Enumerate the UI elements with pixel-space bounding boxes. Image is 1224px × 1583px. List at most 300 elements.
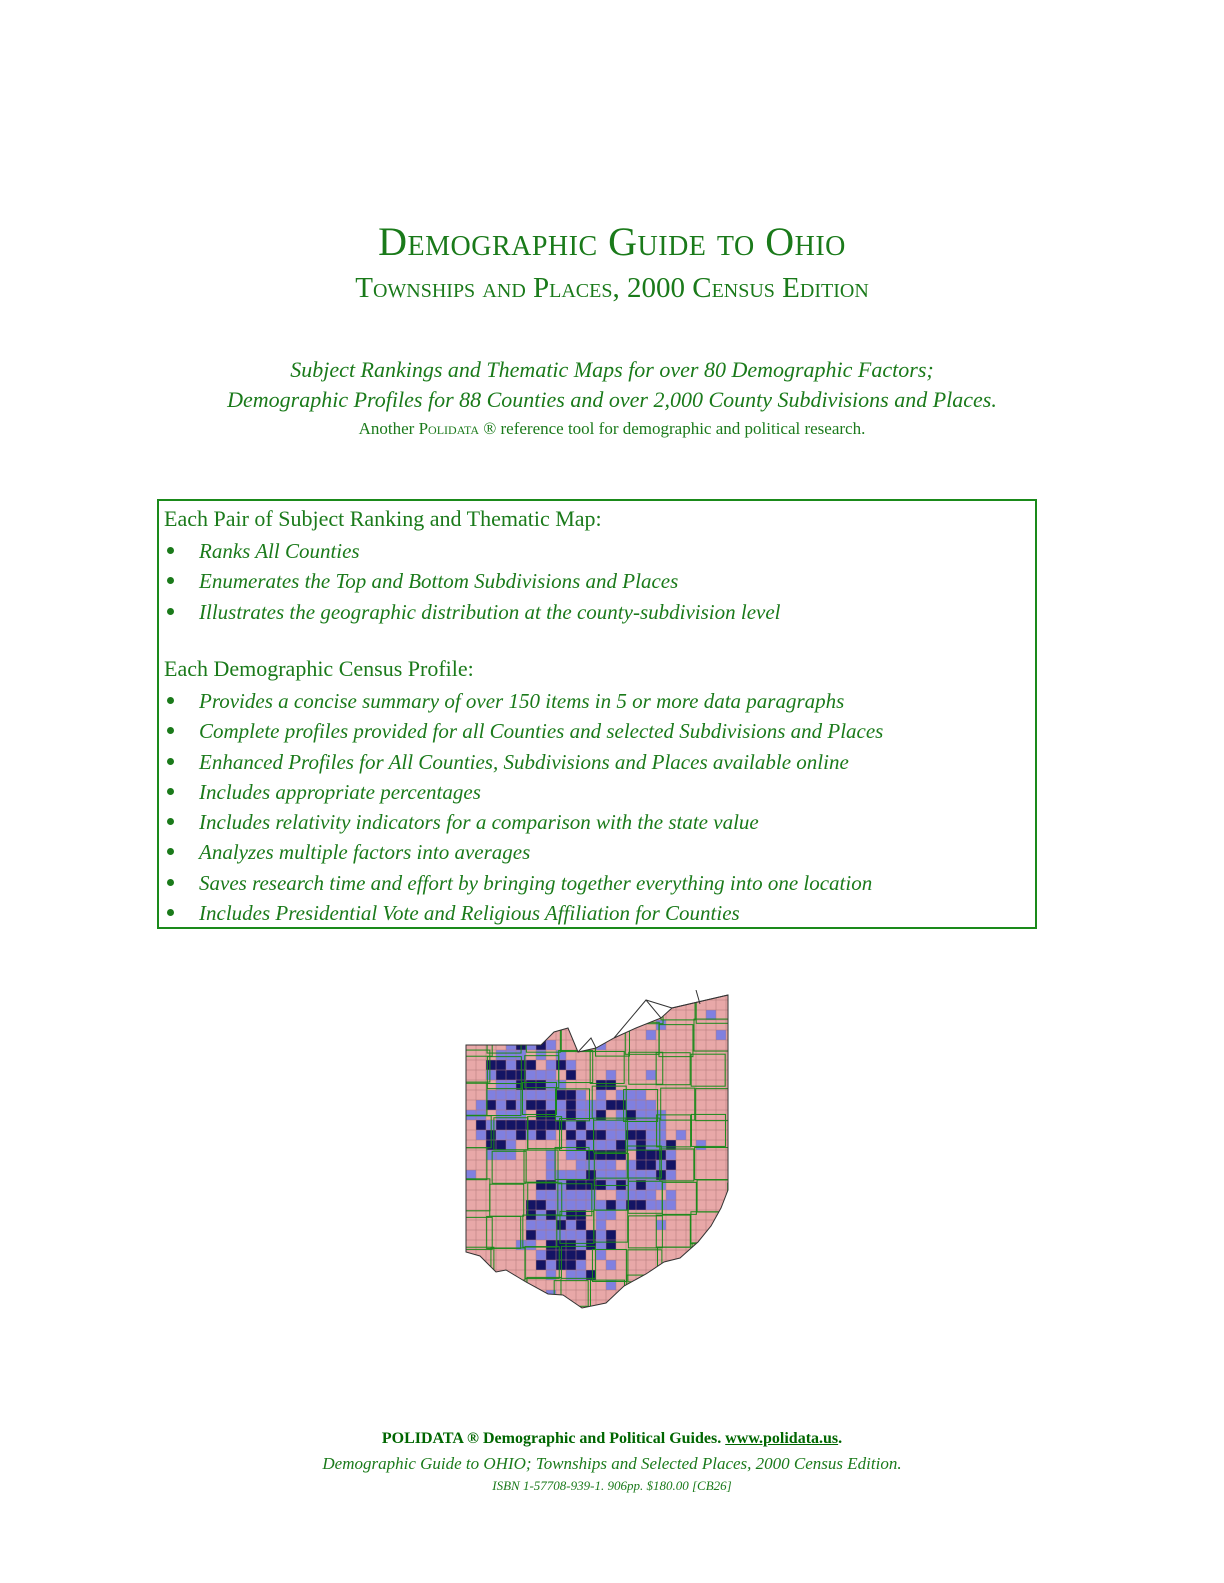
township-cell [696,1130,706,1140]
list-item [159,779,883,809]
township-cell [466,1230,476,1240]
township-cell [576,1000,586,1010]
county-border [592,990,626,1020]
township-cell [616,1010,626,1020]
township-cell [526,1060,536,1070]
township-cell [506,1190,516,1200]
township-cell [546,1050,556,1060]
township-cell [726,1200,736,1210]
township-cell [516,1010,526,1020]
township-cell [606,1100,616,1110]
township-cell [516,1300,526,1310]
township-cell [646,1310,656,1320]
township-cell [466,1220,476,1230]
list-item-text: Saves research time and effort by bringing together everything into one location [199,870,873,895]
township-cell [486,1210,496,1220]
township-cell [456,1040,466,1050]
township-cell [696,1300,706,1310]
township-cell [586,1100,596,1110]
township-cell [606,1270,616,1280]
township-cell [646,1090,656,1100]
township-cell [536,1290,546,1300]
township-cell [476,1290,486,1300]
township-cell [596,1030,606,1040]
township-cell [536,1200,546,1210]
township-cell [476,1150,486,1160]
township-cell [676,1010,686,1020]
township-cell [566,1190,576,1200]
township-cell [566,1070,576,1080]
township-cell [576,1290,586,1300]
list-item-text: Enhanced Profiles for All Counties, Subdivisions and Places available online [199,749,849,774]
township-cell [616,1300,626,1310]
township-cell [606,1070,616,1080]
township-cell [556,1010,566,1020]
township-cell [626,1200,636,1210]
township-cell [526,1010,536,1020]
township-cell [606,1010,616,1020]
township-cell [626,1040,636,1050]
township-cell [626,1190,636,1200]
township-cell [656,1130,666,1140]
township-cell [666,1180,676,1190]
township-cell [706,1170,716,1180]
township-cell [556,1060,566,1070]
township-cell [516,1190,526,1200]
township-cell [626,1070,636,1080]
township-cell [506,1060,516,1070]
township-cell [496,1230,506,1240]
township-cell [546,1060,556,1070]
township-cell [486,1030,496,1040]
township-cell [646,1060,656,1070]
township-cell [636,1030,646,1040]
township-cell [586,1250,596,1260]
township-cell [506,1160,516,1170]
township-cell [586,990,596,1000]
township-cell [526,1250,536,1260]
county-border [460,990,494,1022]
reference-tool-line [0,419,1224,439]
page-subtitle: Townships and Places, 2000 Census Edition [355,272,869,304]
township-cell [546,1180,556,1190]
township-cell [526,1070,536,1080]
township-cell [706,1010,716,1020]
polidata-website-link[interactable]: www.polidata.us [725,1430,839,1447]
township-cell [616,1150,626,1160]
township-cell [576,1240,586,1250]
township-cell [586,1010,596,1020]
township-cell [716,1070,726,1080]
township-cell [566,1140,576,1150]
township-cell [616,1220,626,1230]
township-cell [696,1100,706,1110]
county-border [527,992,561,1024]
township-cell [666,1030,676,1040]
township-cell [456,1210,466,1220]
bullet-icon [167,879,174,886]
township-cell [496,1110,506,1120]
county-border [730,1153,736,1185]
township-cell [566,1000,576,1010]
township-cell [496,1130,506,1140]
township-cell [546,1190,556,1200]
township-cell [646,1030,656,1040]
county-border [554,1306,588,1320]
profile-section-heading: Each Demographic Census Profile: [164,656,474,681]
township-cell [476,990,486,1000]
county-border [658,1279,692,1311]
township-cell [576,1070,586,1080]
county-border [725,1212,736,1244]
township-cell [456,1120,466,1130]
township-cell [726,1270,736,1280]
township-cell [536,1110,546,1120]
township-cell [606,1150,616,1160]
township-cell [696,1250,706,1260]
township-cell [506,1100,516,1110]
county-border [658,1309,692,1320]
township-cell [586,1120,596,1130]
township-cell [506,1250,516,1260]
township-cell [496,1060,506,1070]
township-cell [626,990,636,1000]
township-cell [456,1140,466,1150]
township-cell [566,1090,576,1100]
township-cell [496,1210,506,1220]
township-cell [566,1040,576,1050]
township-cell [606,1250,616,1260]
township-cell [496,1310,506,1320]
township-cell [496,1070,506,1080]
township-cell [626,1290,636,1300]
township-cell [636,1240,646,1250]
township-cell [616,1140,626,1150]
township-cell [726,1310,736,1320]
township-cell [596,1020,606,1030]
township-cell [686,1270,696,1280]
bullet-icon [167,697,174,704]
township-cell [456,1170,466,1180]
township-cell [606,1200,616,1210]
township-cell [716,1020,726,1030]
township-cell [646,1010,656,1020]
county-border [726,1276,736,1308]
township-cell [716,1260,726,1270]
township-cell [596,1100,606,1110]
township-cell [476,1300,486,1310]
township-cell [666,1040,676,1050]
township-cell [546,1200,556,1210]
township-cell [676,1170,686,1180]
township-cell [706,1110,716,1120]
township-cell [596,1140,606,1150]
township-cell [696,1260,706,1270]
bullet-icon [167,727,174,734]
township-cell [496,1030,506,1040]
township-cell [606,1120,616,1130]
township-cell [536,1090,546,1100]
township-cell [666,1220,676,1230]
township-cell [596,1080,606,1090]
township-cell [646,1040,656,1050]
township-cell [466,1030,476,1040]
township-cell [456,1270,466,1280]
township-cell [486,1190,496,1200]
township-cell [696,1150,706,1160]
township-cell [596,1220,606,1230]
footer-period: . [838,1430,843,1447]
township-cell [656,1190,666,1200]
township-cell [666,1200,676,1210]
township-cell [456,1070,466,1080]
township-cell [576,1190,586,1200]
township-cell [596,1120,606,1130]
township-cell [606,1090,616,1100]
township-cell [576,1060,586,1070]
township-cell [526,990,536,1000]
registered-symbol: ® [483,419,497,438]
township-cell [546,1090,556,1100]
township-cell [456,1050,466,1060]
township-cell [466,1300,476,1310]
township-cell [676,990,686,1000]
township-cell [636,1290,646,1300]
township-cell [496,1100,506,1110]
township-cell [466,1140,476,1150]
township-cell [726,1290,736,1300]
township-cell [636,1250,646,1260]
township-cell [706,1290,716,1300]
township-cell [526,1000,536,1010]
list-item [159,749,883,779]
township-cell [466,1000,476,1010]
township-cell [606,1020,616,1030]
township-cell [526,1160,536,1170]
township-cell [696,1090,706,1100]
county-border [693,1281,727,1313]
township-cell [536,1160,546,1170]
township-cell [456,1220,466,1230]
township-cell [496,1020,506,1030]
township-cell [546,1020,556,1030]
township-cell [686,1310,696,1320]
township-cell [726,1260,736,1270]
township-cell [686,1280,696,1290]
township-cell [626,1060,636,1070]
township-cell [666,1120,676,1130]
township-cell [636,1040,646,1050]
township-cell [536,1100,546,1110]
township-cell [706,1030,716,1040]
township-cell [456,1060,466,1070]
township-cell [596,1270,606,1280]
township-cell [546,1100,556,1110]
tagline-profiles: Demographic Profiles for 88 Counties and over 2,000 County Subdivisions and Places. [227,387,997,412]
township-cell [506,990,516,1000]
township-cell [676,1290,686,1300]
township-cell [716,1150,726,1160]
township-cell [586,1060,596,1070]
township-cell [666,1100,676,1110]
township-cell [456,1080,466,1090]
township-cell [546,1170,556,1180]
township-cell [536,1120,546,1130]
township-cell [546,1080,556,1090]
township-cell [556,1120,566,1130]
township-cell [496,1090,506,1100]
township-cell [506,1230,516,1240]
township-cell [506,1280,516,1290]
township-cell [556,1230,566,1240]
township-cell [716,1270,726,1280]
township-cell [616,1210,626,1220]
township-cell [526,1240,536,1250]
township-cell [656,1230,666,1240]
township-cell [506,1120,516,1130]
township-cell [566,1280,576,1290]
township-cell [546,1310,556,1320]
township-cell [496,1190,506,1200]
county-border [456,1276,487,1308]
township-cell [466,1010,476,1020]
township-cell [666,1050,676,1060]
township-cell [496,1250,506,1260]
township-cell [556,1090,566,1100]
township-cell [706,1090,716,1100]
township-cell [526,1100,536,1110]
township-cell [536,1180,546,1190]
township-cell [706,1200,716,1210]
list-item-text: Analyzes multiple factors into averages [199,840,531,865]
township-cell [666,1060,676,1070]
township-cell [506,1090,516,1100]
township-cell [726,1210,736,1220]
township-cell [456,1310,466,1320]
township-cell [696,1270,706,1280]
township-cell [656,1200,666,1210]
township-cell [576,1010,586,1020]
township-cell [476,1060,486,1070]
township-cell [616,1040,626,1050]
township-cell [516,1000,526,1010]
township-cell [566,1180,576,1190]
township-cell [706,1240,716,1250]
township-cell [696,1110,706,1120]
township-cell [586,1290,596,1300]
township-cell [496,1050,506,1060]
township-cell [476,1080,486,1090]
list-item-text: Includes appropriate percentages [199,779,481,804]
township-cell [666,1170,676,1180]
township-cell [506,1030,516,1040]
township-cell [556,1310,566,1320]
township-cell [606,1160,616,1170]
township-cell [646,1130,656,1140]
township-cell [566,1060,576,1070]
township-cell [686,1000,696,1010]
township-cell [546,1000,556,1010]
township-cell [456,1300,466,1310]
township-cell [566,1230,576,1240]
township-cell [606,1260,616,1270]
township-cell [536,1150,546,1160]
township-cell [686,1300,696,1310]
township-cell [536,1060,546,1070]
township-cell [636,1160,646,1170]
township-cell [666,1130,676,1140]
township-cell [536,1030,546,1040]
township-cell [536,1230,546,1240]
township-cell [466,1250,476,1260]
township-cell [646,990,656,1000]
township-cell [546,1150,556,1160]
township-cell [476,1220,486,1230]
township-cell [466,990,476,1000]
bullet-icon [167,909,174,916]
township-cell [566,1250,576,1260]
township-cell [636,1200,646,1210]
township-cell [486,1300,496,1310]
township-cell [486,1000,496,1010]
township-cell [506,1110,516,1120]
township-cell [576,1030,586,1040]
township-cell [596,1210,606,1220]
township-cell [556,1220,566,1230]
township-cell [596,1010,606,1020]
bullet-icon [167,818,174,825]
township-cell [516,1290,526,1300]
township-cell [676,1230,686,1240]
township-cell [636,1300,646,1310]
township-cell [616,1000,626,1010]
county-border [692,1311,726,1320]
county-border [625,1308,659,1320]
township-cell [606,1240,616,1250]
township-cell [516,1140,526,1150]
township-cell [646,1220,656,1230]
township-cell [626,1000,636,1010]
township-cell [626,1080,636,1090]
township-cell [476,1120,486,1130]
township-cell [466,1160,476,1170]
township-cell [606,1030,616,1040]
township-cell [566,1120,576,1130]
township-cell [626,1100,636,1110]
township-cell [606,1310,616,1320]
township-cell [536,1250,546,1260]
township-cell [456,1240,466,1250]
township-cell [676,1060,686,1070]
township-cell [486,1160,496,1170]
township-cell [676,1190,686,1200]
township-cell [656,1030,666,1040]
township-cell [566,1310,576,1320]
township-cell [536,1310,546,1320]
township-cell [476,1070,486,1080]
township-cell [536,1020,546,1030]
township-cell [716,1060,726,1070]
township-cell [696,1040,706,1050]
list-item-text: Enumerates the Top and Bottom Subdivisions and Places [199,569,679,594]
township-cell [456,1250,466,1260]
township-cell [606,1210,616,1220]
township-cell [726,1240,736,1250]
township-cell [476,1000,486,1010]
polidata-brand: Polidata [418,419,480,438]
township-cell [646,1100,656,1110]
township-cell [676,1090,686,1100]
